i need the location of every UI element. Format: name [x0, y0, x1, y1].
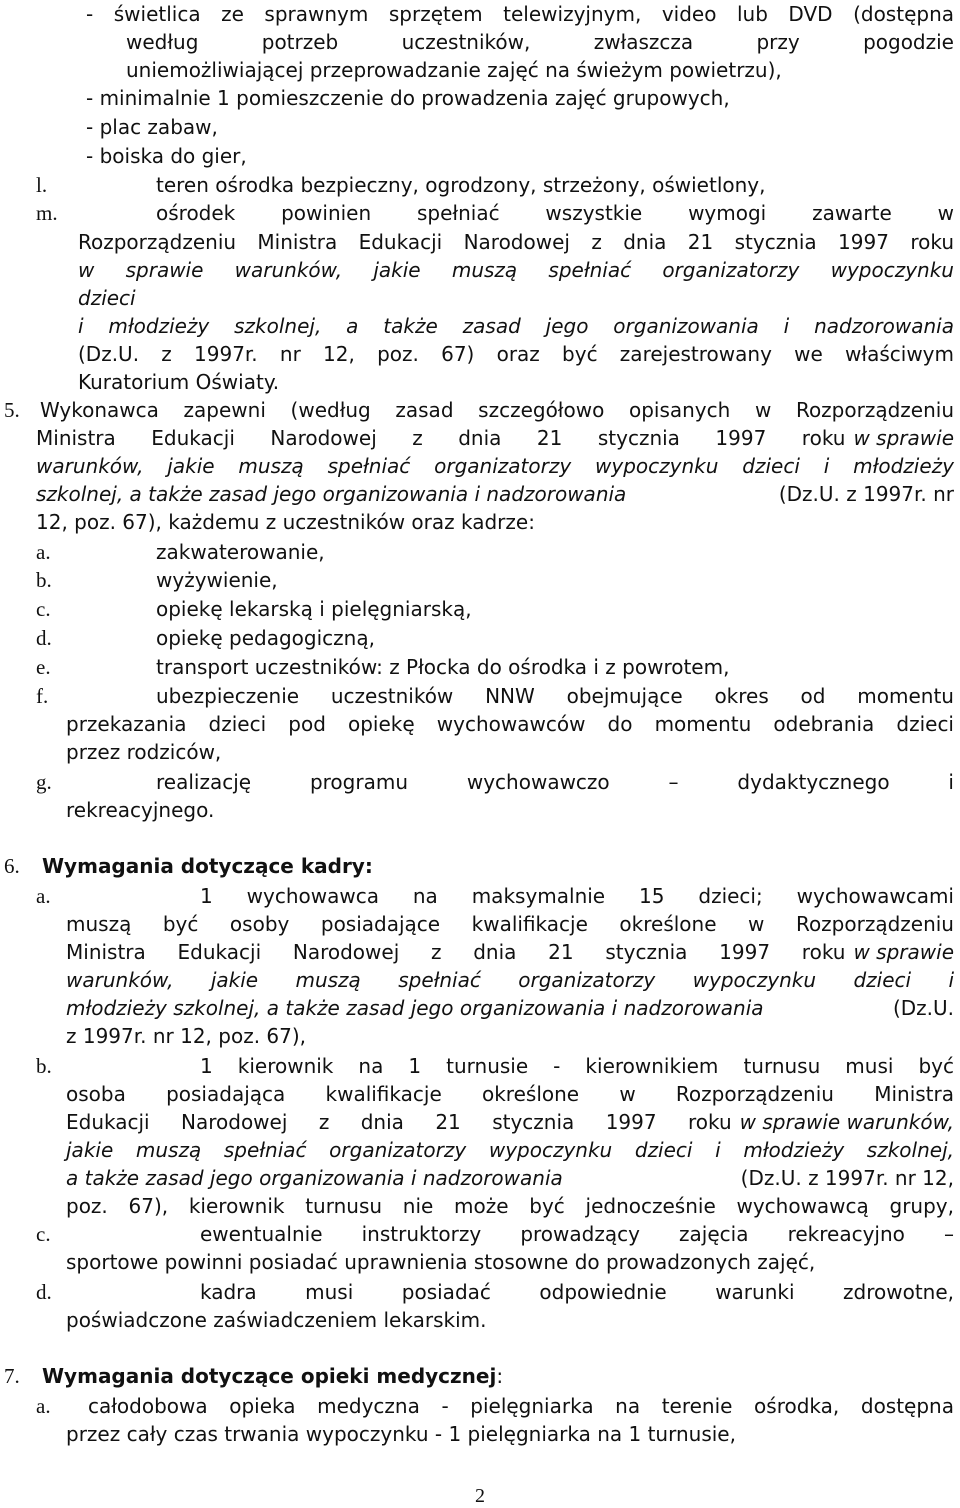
text-line: całodobowa opieka medyczna - pielęgniarka na terenie ośrodka, dostępna: [88, 1394, 954, 1418]
text-line: realizację programu wychowawczo – dydaktycznego i: [156, 770, 954, 794]
text-line: jakie muszą spełniać organizatorzy wypoczynku dzieci i młodzieży szkolnej,: [66, 1138, 954, 1162]
list-marker: e.: [36, 655, 51, 679]
text-line: w sprawie warunków, jakie muszą spełniać organizatorzy wypoczynku: [78, 258, 954, 282]
text-line: [66, 1164, 954, 1192]
text-line: osoba posiadająca kwalifikacje określone w Rozporządzeniu Ministra: [66, 1082, 954, 1106]
list-marker: d.: [36, 1280, 52, 1304]
text-line: warunków, jakie muszą spełniać organizatorzy wypoczynku dzieci i młodzieży: [36, 454, 954, 478]
text-line: 1 wychowawca na maksymalnie 15 dzieci; wychowawcami: [200, 884, 954, 908]
list-marker: m.: [36, 201, 58, 225]
list-marker: f.: [36, 684, 49, 708]
list-marker: a.: [36, 884, 51, 908]
text-line: poświadczone zaświadczeniem lekarskim.: [66, 1308, 487, 1332]
text-line: z 1997r. nr 12, poz. 67),: [66, 1024, 307, 1048]
text-line: ubezpieczenie uczestników NNW obejmujące okres od momentu: [156, 684, 954, 708]
text-span-italic: w sprawie: [853, 426, 954, 450]
text-line: ośrodek powinien spełniać wszystkie wymogi zawarte w: [156, 201, 954, 225]
text-line: ewentualnie instruktorzy prowadzący zajęcia rekreacyjno –: [200, 1222, 954, 1246]
text-span: Edukacji Narodowej z dnia 21 stycznia 1997 roku: [66, 1110, 732, 1134]
text-line: (Dz.U. z 1997r. nr 12, poz. 67) oraz być zarejestrowany we właściwym: [78, 342, 954, 366]
text-span: (Dz.U. z 1997r. nr 12,: [740, 1166, 954, 1190]
list-marker: c.: [36, 597, 51, 621]
list-marker: a.: [36, 540, 51, 564]
list-marker: l.: [36, 173, 48, 197]
text-line: według potrzeb uczestników, zwłaszcza przy pogodzie: [126, 30, 954, 54]
list-marker: a.: [36, 1394, 51, 1418]
list-marker: g.: [36, 770, 52, 794]
text-line: poz. 67), kierownik turnusu nie może być jednocześnie wychowawcą grupy,: [66, 1194, 954, 1218]
text-line: przekazania dzieci pod opiekę wychowawców do momentu odebrania dzieci: [66, 712, 954, 736]
text-span-italic: w sprawie: [853, 940, 954, 964]
text-line: rekreacyjnego.: [66, 798, 215, 822]
section-number: 6.: [4, 854, 20, 878]
text-line: - boiska do gier,: [86, 144, 247, 168]
text-line: warunków, jakie muszą spełniać organizatorzy wypoczynku dzieci i: [66, 968, 954, 992]
list-marker: b.: [36, 568, 52, 592]
text-span: (Dz.U. z 1997r. nr: [778, 482, 954, 506]
text-line: sportowe powinni posiadać uprawnienia stosowne do prowadzonych zajęć,: [66, 1250, 816, 1274]
text-span-italic: w sprawie warunków,: [739, 1110, 954, 1134]
heading-colon: :: [496, 1364, 504, 1388]
list-marker: b.: [36, 1054, 52, 1078]
list-item-text: zakwaterowanie,: [156, 540, 325, 564]
text-span-italic: a także zasad jego organizowania i nadzorowania: [66, 1166, 563, 1190]
text-span: Ministra Edukacji Narodowej z dnia 21 stycznia 1997 roku: [36, 426, 846, 450]
list-marker: d.: [36, 626, 52, 650]
text-line: [66, 938, 954, 966]
text-line: przez rodziców,: [66, 740, 222, 764]
text-line: Kuratorium Oświaty.: [78, 370, 280, 394]
page-number: 2: [475, 1485, 485, 1507]
text-line: - minimalnie 1 pomieszczenie do prowadzenia zajęć grupowych,: [86, 86, 730, 110]
section-heading: [42, 1362, 503, 1390]
text-line: 1 kierownik na 1 turnusie - kierownikiem turnusu musi być: [200, 1054, 954, 1078]
list-item-text: opiekę lekarską i pielęgniarską,: [156, 597, 472, 621]
text-line: muszą być osoby posiadające kwalifikacje określone w Rozporządzeniu: [66, 912, 954, 936]
section-number: 5.: [4, 398, 20, 422]
list-item-text: opiekę pedagogiczną,: [156, 626, 375, 650]
section-heading: Wymagania dotyczące kadry:: [42, 854, 373, 878]
section-number: 7.: [4, 1364, 20, 1388]
text-line: 12, poz. 67), każdemu z uczestników oraz kadrze:: [36, 510, 535, 534]
text-span-italic: szkolnej, a także zasad jego organizowania i nadzorowania: [36, 482, 627, 506]
list-item-text: wyżywienie,: [156, 568, 278, 592]
text-line: - plac zabaw,: [86, 115, 218, 139]
list-item-text: teren ośrodka bezpieczny, ogrodzony, strzeżony, oświetlony,: [156, 173, 766, 197]
text-line: przez cały czas trwania wypoczynku - 1 pielęgniarka na 1 turnusie,: [66, 1422, 736, 1446]
text-line: [36, 480, 954, 508]
text-line: Wykonawca zapewni (według zasad szczegółowo opisanych w Rozporządzeniu: [40, 398, 954, 422]
text-line: i młodzieży szkolnej, a także zasad jego organizowania i nadzorowania: [78, 314, 954, 338]
text-line: dzieci: [78, 286, 136, 310]
text-line: - świetlica ze sprawnym sprzętem telewizyjnym, video lub DVD (dostępna: [86, 2, 954, 26]
text-line: [36, 424, 954, 452]
text-span: Ministra Edukacji Narodowej z dnia 21 stycznia 1997 roku: [66, 940, 846, 964]
text-line: kadra musi posiadać odpowiednie warunki zdrowotne,: [200, 1280, 954, 1304]
text-span-italic: młodzieży szkolnej, a także zasad jego organizowania i nadzorowania: [66, 996, 764, 1020]
list-item-text: transport uczestników: z Płocka do ośrodka i z powrotem,: [156, 655, 730, 679]
list-marker: c.: [36, 1222, 51, 1246]
text-span: (Dz.U.: [892, 996, 954, 1020]
text-line: [66, 1108, 954, 1136]
text-line: uniemożliwiającej przeprowadzanie zajęć na świeżym powietrzu),: [126, 58, 782, 82]
text-line: Rozporządzeniu Ministra Edukacji Narodowej z dnia 21 stycznia 1997 roku: [78, 230, 954, 254]
heading-text: Wymagania dotyczące opieki medycznej: [42, 1364, 497, 1388]
text-line: [66, 994, 954, 1022]
